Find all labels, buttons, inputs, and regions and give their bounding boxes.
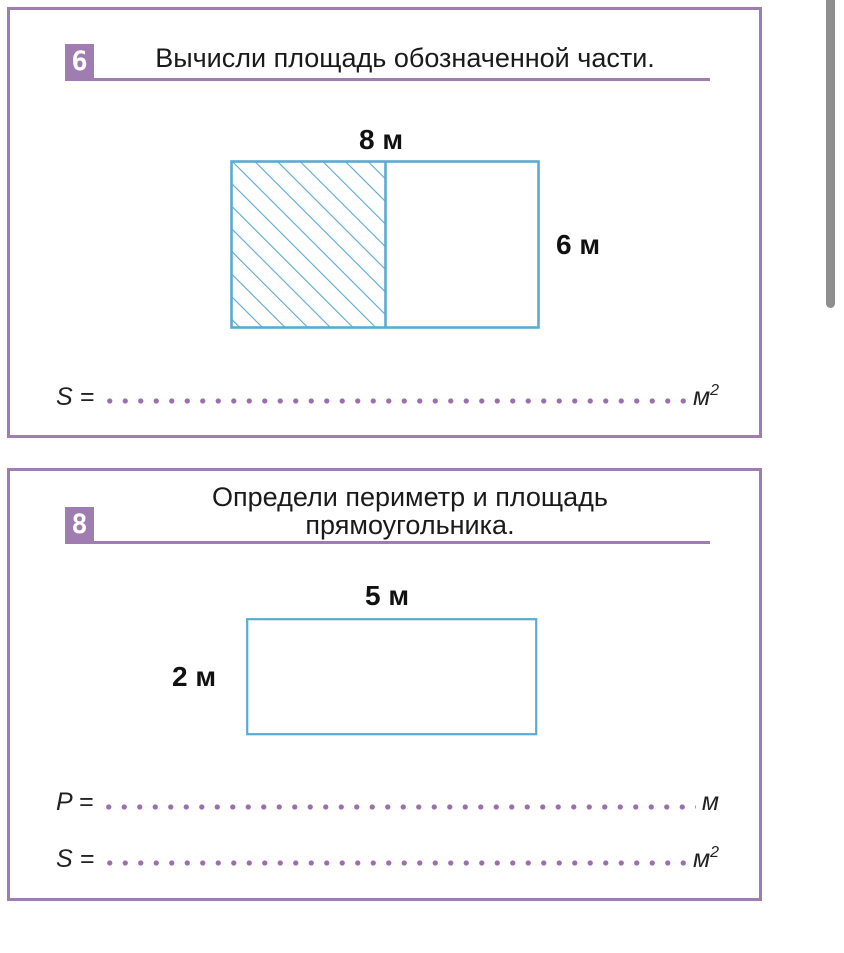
task-title: Вычисли площадь обозначенной части. [155, 43, 655, 73]
area-answer-line[interactable] [56, 844, 719, 874]
task-8-card [7, 468, 762, 901]
task-title-line-2: прямоугольника. [305, 510, 515, 540]
task-number-badge: 6 [65, 44, 94, 79]
answer-dots[interactable] [101, 803, 696, 811]
scrollbar[interactable] [826, 0, 835, 308]
title-underline [65, 78, 710, 81]
top-dimension-label: 5 м [365, 580, 410, 611]
area-answer-line[interactable] [56, 382, 719, 412]
answer-dots[interactable] [102, 859, 687, 867]
rectangle-figure-hatched [230, 160, 542, 330]
perimeter-unit: м [701, 788, 719, 816]
title-underline [65, 541, 710, 544]
task-number-badge: 8 [65, 507, 94, 542]
perimeter-label: P = [56, 788, 94, 816]
hatched-region [232, 162, 386, 328]
outer-rectangle [247, 619, 536, 734]
area-unit: $м^2$ [692, 844, 719, 873]
side-dimension-label: 2 м [172, 661, 217, 692]
area-label: S = [56, 844, 95, 873]
task-title-line-1: Определи периметр и площадь [212, 482, 608, 512]
top-dimension-label: 8 м [359, 124, 404, 155]
area-label: S = [56, 382, 95, 411]
answer-dots[interactable] [102, 397, 687, 405]
task-title [160, 483, 660, 539]
side-dimension-label: 6 м [556, 229, 601, 260]
perimeter-answer-line[interactable] [56, 788, 719, 817]
rectangle-figure [246, 618, 538, 736]
area-unit: $м^2$ [692, 382, 719, 411]
task-6-card [7, 7, 762, 438]
